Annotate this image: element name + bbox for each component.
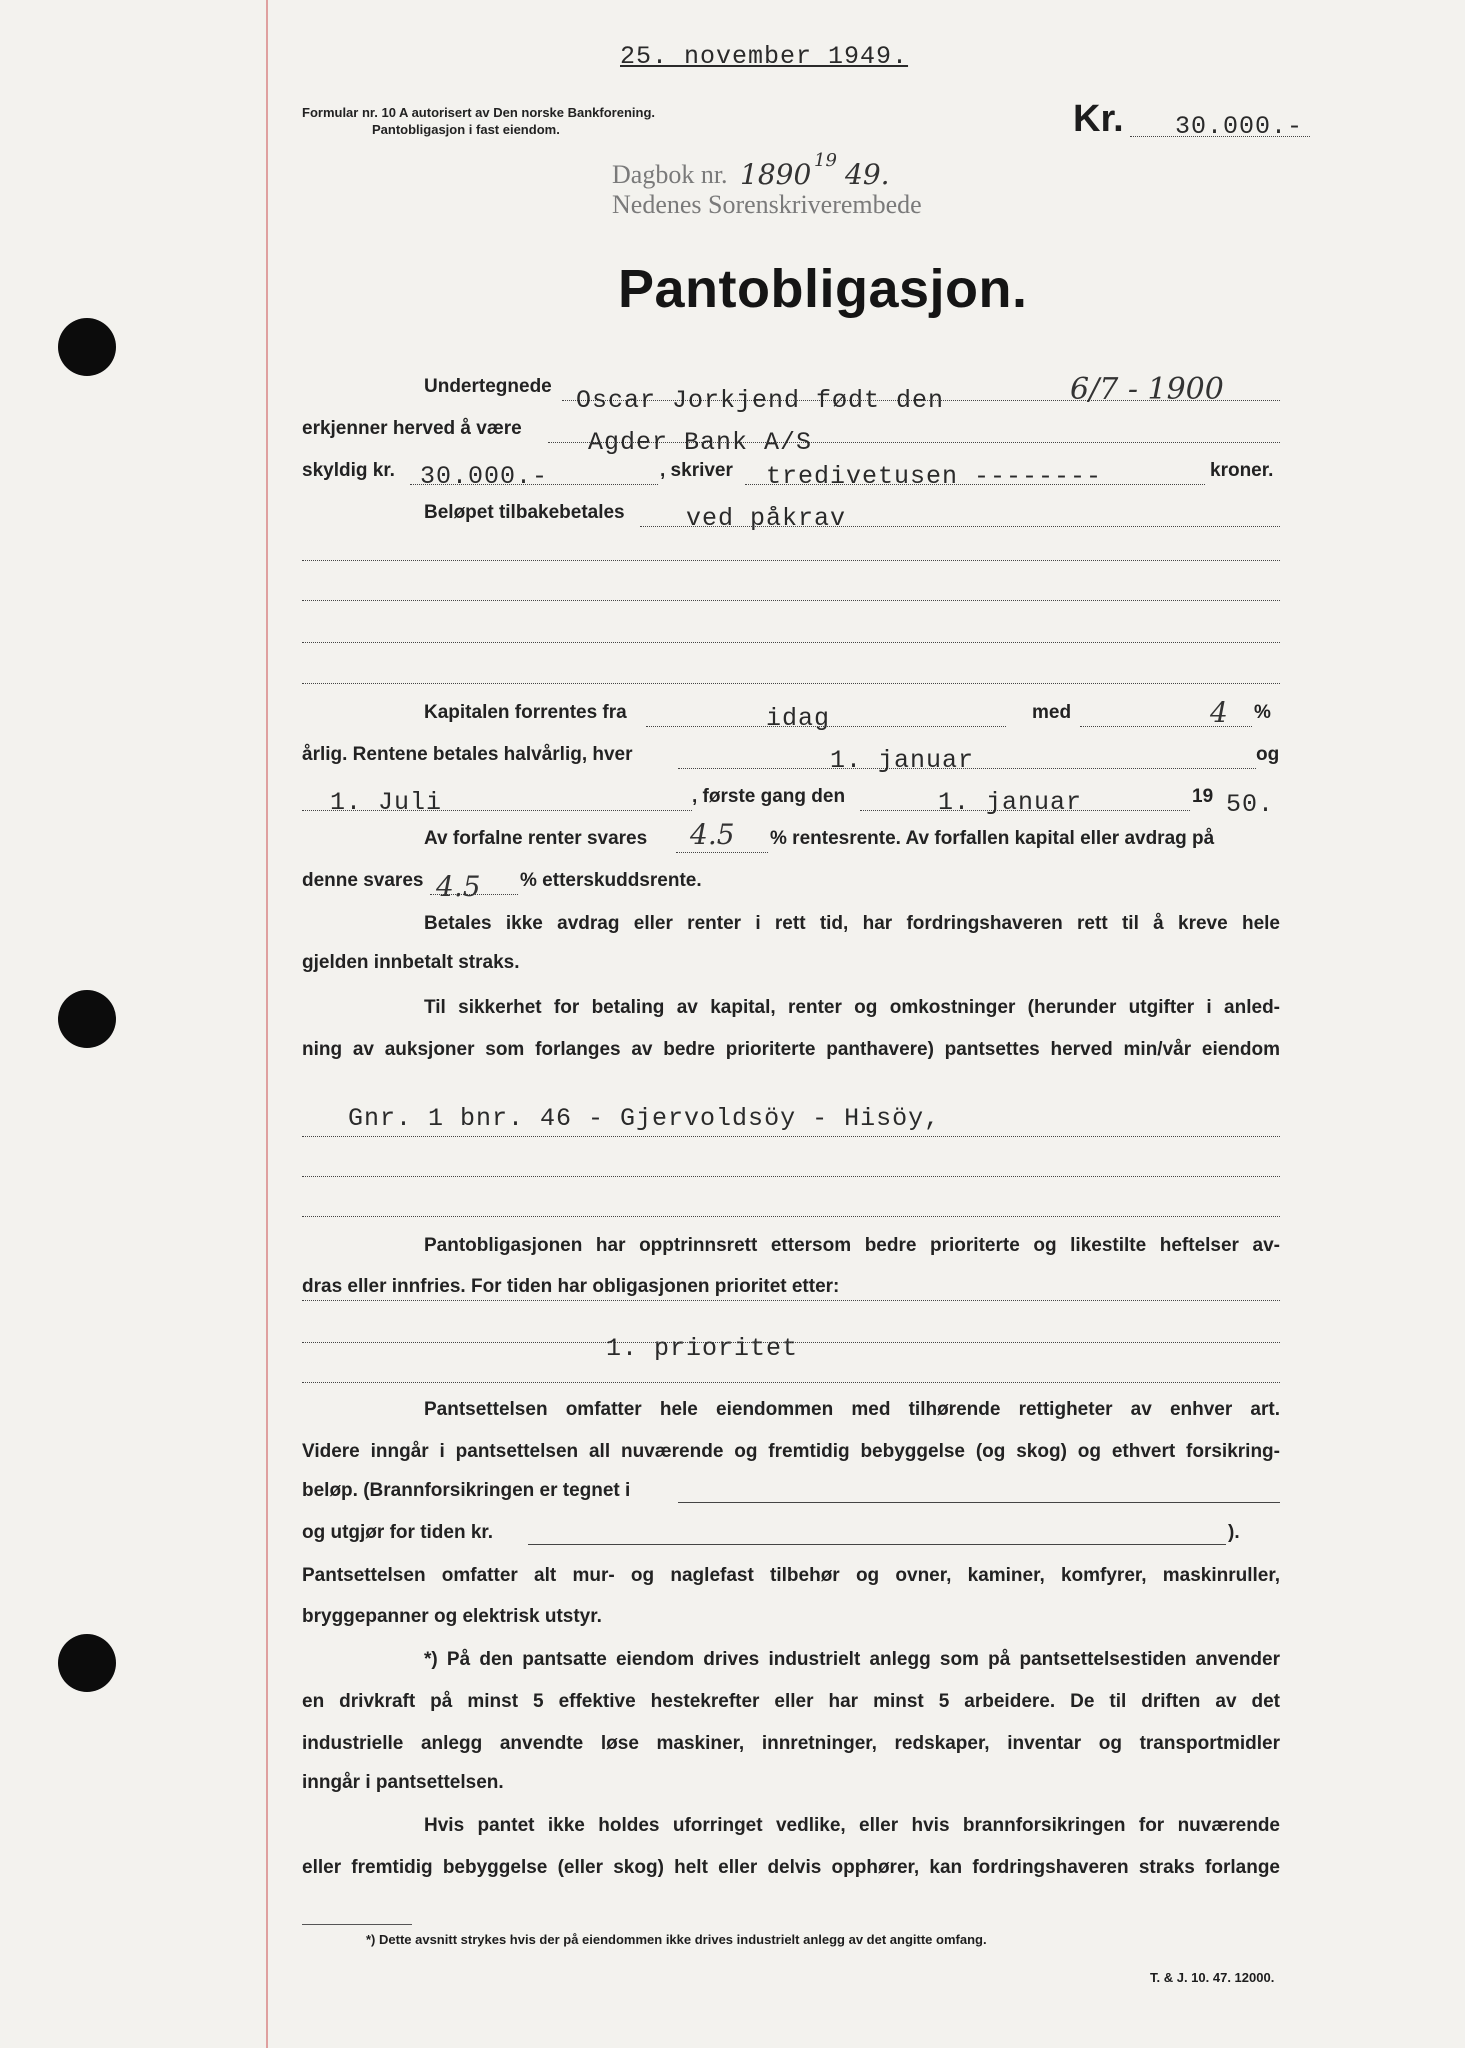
omfatter-line-2: Videre inngår i pantsettelsen all nuværende og fremtidig bebyggelse (og skog) og ethvert forsikring-	[302, 1441, 1280, 1462]
priority-value: 1. prioritet	[606, 1334, 799, 1363]
dagbok-label: Dagbok nr.	[612, 160, 728, 189]
industri-line-4: inngår i pantsettelsen.	[302, 1772, 504, 1793]
skyldig-amount: 30.000.-	[420, 462, 549, 491]
kapitalen-value: idag	[766, 704, 831, 733]
og-label: og	[1256, 744, 1280, 765]
betales-line-2: gjelden innbetalt straks.	[302, 952, 520, 973]
first-payment: 1. januar	[938, 788, 1083, 817]
kapitalen-label: Kapitalen forrentes fra	[424, 702, 627, 723]
skyldig-label: skyldig kr.	[302, 460, 395, 481]
printer-mark: T. & J. 10. 47. 12000.	[1150, 1970, 1275, 1985]
property-description: Gnr. 1 bnr. 46 - Gjervoldsöy - Hisöy,	[348, 1104, 941, 1133]
hvis-line-1: Hvis pantet ikke holdes uforringet vedlike, eller hvis brannforsikringen for nuværende	[424, 1815, 1280, 1836]
interest-rate: 4	[1210, 696, 1228, 729]
forfalne-rate: 4.5	[690, 818, 735, 851]
red-margin-line	[266, 0, 268, 2048]
undertegnede-value: Oscar Jorkjend født den	[576, 386, 945, 415]
kr-label: Kr.	[1073, 98, 1124, 140]
sikkerhet-line-2: ning av auksjoner som forlanges av bedre prioriterte panthavere) pantsettes herved min/vår eiendom	[302, 1039, 1280, 1060]
belopet-value: ved påkrav	[686, 504, 847, 533]
form-line-2: Pantobligasjon i fast eiendom.	[372, 122, 560, 137]
document-date: 25. november 1949.	[620, 42, 909, 71]
punch-hole	[58, 990, 116, 1048]
year-suffix: 50.	[1226, 790, 1275, 819]
industri-line-3: industrielle anlegg anvendte løse maskiner, innretninger, redskaper, inventar og transportmidler	[302, 1733, 1280, 1754]
forste-gang-label: , første gang den	[692, 786, 846, 807]
kroner-label: kroner.	[1210, 460, 1274, 481]
footnote: *) Dette avsnitt strykes hvis der på eiendommen ikke drives industrielt anlegg av det angitte omfang.	[366, 1932, 987, 1947]
industri-line-2: en drivkraft på minst 5 effektive hestekrefter eller har minst 5 arbeidere. De til driften av det	[302, 1691, 1280, 1712]
page-title: Pantobligasjon.	[618, 259, 1028, 319]
sikkerhet-line-1: Til sikkerhet for betaling av kapital, renter og omkostninger (herunder utgifter i anled-	[424, 997, 1280, 1018]
kr-amount: 30.000.-	[1175, 112, 1304, 141]
dagbok-super: 19	[814, 150, 837, 171]
med-label: med	[1032, 702, 1072, 723]
first-date: 1. januar	[830, 746, 975, 775]
omfatter-line-1: Pantsettelsen omfatter hele eiendommen med tilhørende rettigheter av enhver art.	[424, 1399, 1280, 1420]
omfatter-line-4: og utgjør for tiden kr.	[302, 1522, 494, 1543]
forfalne-rest: % rentesrente. Av forfallen kapital eller avdrag på	[770, 828, 1215, 849]
year-prefix: 19	[1192, 786, 1214, 807]
creditor: Agder Bank A/S	[588, 428, 813, 457]
hvis-line-2: eller fremtidig bebyggelse (eller skog) helt eller delvis opphører, kan fordringshaveren straks forlange	[302, 1857, 1280, 1878]
skriver-value: tredivetusen --------	[766, 462, 1103, 491]
office-stamp: Nedenes Sorenskriverembede	[612, 190, 922, 219]
betales-line-1: Betales ikke avdrag eller renter i rett tid, har fordringshaveren rett til å kreve hele	[424, 913, 1280, 934]
belopet-label: Beløpet tilbakebetales	[424, 502, 625, 523]
denne-rate: 4.5	[436, 870, 481, 903]
skriver-label: , skriver	[660, 460, 733, 481]
form-line-1: Formular nr. 10 A autorisert av Den norske Bankforening.	[302, 105, 656, 120]
omfatter-line-3: beløp. (Brannforsikringen er tegnet i	[302, 1480, 631, 1501]
dagbok-year: 49.	[845, 158, 890, 191]
opptrinn-line-2: dras eller innfries. For tiden har obligasjonen prioritet etter:	[302, 1276, 840, 1297]
dagbok-number: 1890	[740, 158, 812, 191]
punch-hole	[58, 318, 116, 376]
opptrinn-line-1: Pantobligasjonen har opptrinnsrett ettersom bedre prioriterte og likestilte heftelser av-	[424, 1235, 1280, 1256]
mur-line-1: Pantsettelsen omfatter alt mur- og naglefast tilbehør og ovner, kaminer, komfyrer, maskinruller,	[302, 1565, 1280, 1586]
undertegnede-label: Undertegnede	[424, 376, 552, 397]
second-date: 1. Juli	[330, 788, 443, 817]
punch-hole	[58, 1634, 116, 1692]
percent-sign: %	[1254, 702, 1271, 723]
industri-line-1: *) På den pantsatte eiendom drives industrielt anlegg som på pantsettelsestiden anvender	[424, 1649, 1280, 1670]
denne-rest: % etterskuddsrente.	[520, 870, 702, 891]
mur-line-2: bryggepanner og elektrisk utstyr.	[302, 1606, 602, 1627]
arlig-text: årlig. Rentene betales halvårlig, hver	[302, 744, 633, 765]
denne-text: denne svares	[302, 870, 424, 891]
forfalne-text: Av forfalne renter svares	[424, 828, 648, 849]
birth-date: 6/7 - 1900	[1070, 372, 1224, 407]
erkjenner-label: erkjenner herved å være	[302, 418, 522, 439]
omfatter-line-4-end: ).	[1228, 1522, 1240, 1543]
